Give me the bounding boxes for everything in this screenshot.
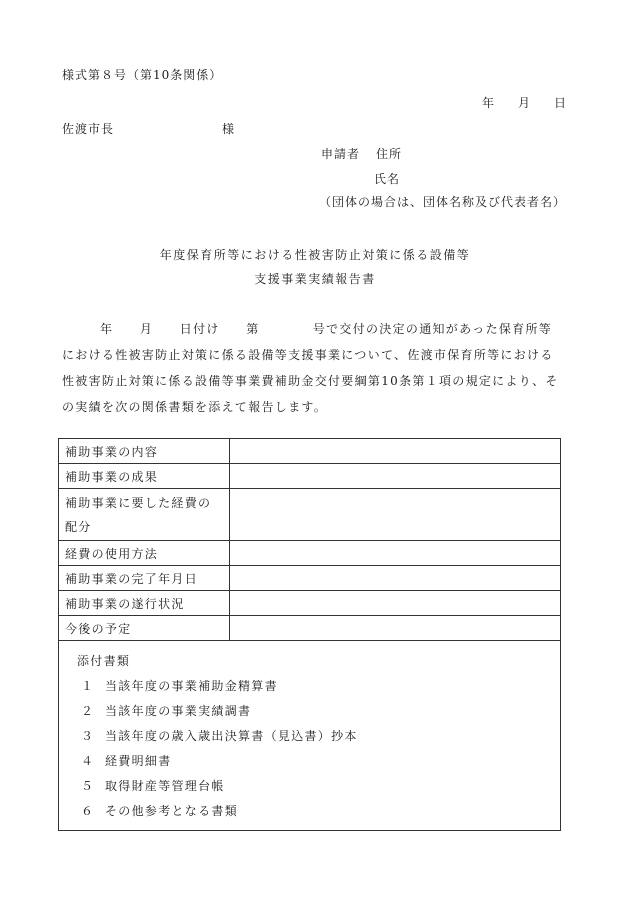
table-row xyxy=(59,489,561,541)
row-label: 補助事業の遂行状況 xyxy=(59,591,230,616)
row-label: 補助事業の完了年月日 xyxy=(59,566,230,591)
report-table xyxy=(58,438,561,831)
honorific: 様 xyxy=(222,122,236,136)
row-value[interactable] xyxy=(230,616,561,641)
row-label: 補助事業の内容 xyxy=(59,439,230,464)
report-title-line1: 年度保育所等における性被害防止対策に係る設備等 xyxy=(159,248,471,262)
row-label: 今後の予定 xyxy=(59,616,230,641)
row-value[interactable] xyxy=(230,439,561,464)
row-value[interactable] xyxy=(230,541,561,566)
report-title-line2: 支援事業実績報告書 xyxy=(254,272,376,286)
body-line: 年 月 日付け 第 号で交付の決定の通知があった保育所等 xyxy=(100,322,553,336)
addressee xyxy=(62,120,235,137)
attachment-item: ５ 取得財産等管理台帳 xyxy=(81,779,225,793)
table-row xyxy=(59,439,561,464)
attachments-row xyxy=(59,641,561,831)
applicant-address-line xyxy=(321,145,402,162)
table-row xyxy=(59,566,561,591)
row-value[interactable] xyxy=(230,489,561,541)
addressee-name: 佐渡市長 xyxy=(62,122,115,136)
date-field: 年 月 日 xyxy=(481,96,566,110)
group-note: （団体の場合は、団体名称及び代表者名） xyxy=(318,195,566,209)
address-label: 住所 xyxy=(376,147,403,161)
body-line: 性被害防止対策に係る設備等事業費補助金交付要綱第10条第１項の規定により、そ xyxy=(62,374,559,388)
row-label xyxy=(59,489,230,541)
row-value[interactable] xyxy=(230,591,561,616)
table-row xyxy=(59,591,561,616)
body-line: の実績を次の関係書類を添えて報告します。 xyxy=(62,400,328,414)
table-row xyxy=(59,541,561,566)
row-label-line2: 配分 xyxy=(65,520,92,534)
body-line: における性被害防止対策に係る設備等支援事業について、佐渡市保育所等における xyxy=(62,348,554,362)
attachment-item: ３ 当該年度の歳入歳出決算書（見込書）抄本 xyxy=(81,729,358,743)
attachment-item: ４ 経費明細書 xyxy=(81,754,172,768)
report-body xyxy=(62,316,567,420)
form-number: 様式第８号（第10条関係） xyxy=(62,68,223,82)
row-value[interactable] xyxy=(230,464,561,489)
attachment-item: ２ 当該年度の事業実績調書 xyxy=(81,704,252,718)
row-label: 補助事業の成果 xyxy=(59,464,230,489)
row-value[interactable] xyxy=(230,566,561,591)
row-label: 経費の使用方法 xyxy=(59,541,230,566)
table-row xyxy=(59,464,561,489)
attachments-cell xyxy=(59,641,561,831)
applicant-label: 申請者 xyxy=(321,147,361,161)
table-row xyxy=(59,616,561,641)
name-label: 氏名 xyxy=(374,172,401,186)
row-label-line1: 補助事業に要した経費の xyxy=(65,496,212,510)
attachment-item: １ 当該年度の事業補助金精算書 xyxy=(81,679,278,693)
attachments-title: 添付書類 xyxy=(77,654,131,668)
attachment-item: ６ その他参考となる書類 xyxy=(81,804,239,818)
